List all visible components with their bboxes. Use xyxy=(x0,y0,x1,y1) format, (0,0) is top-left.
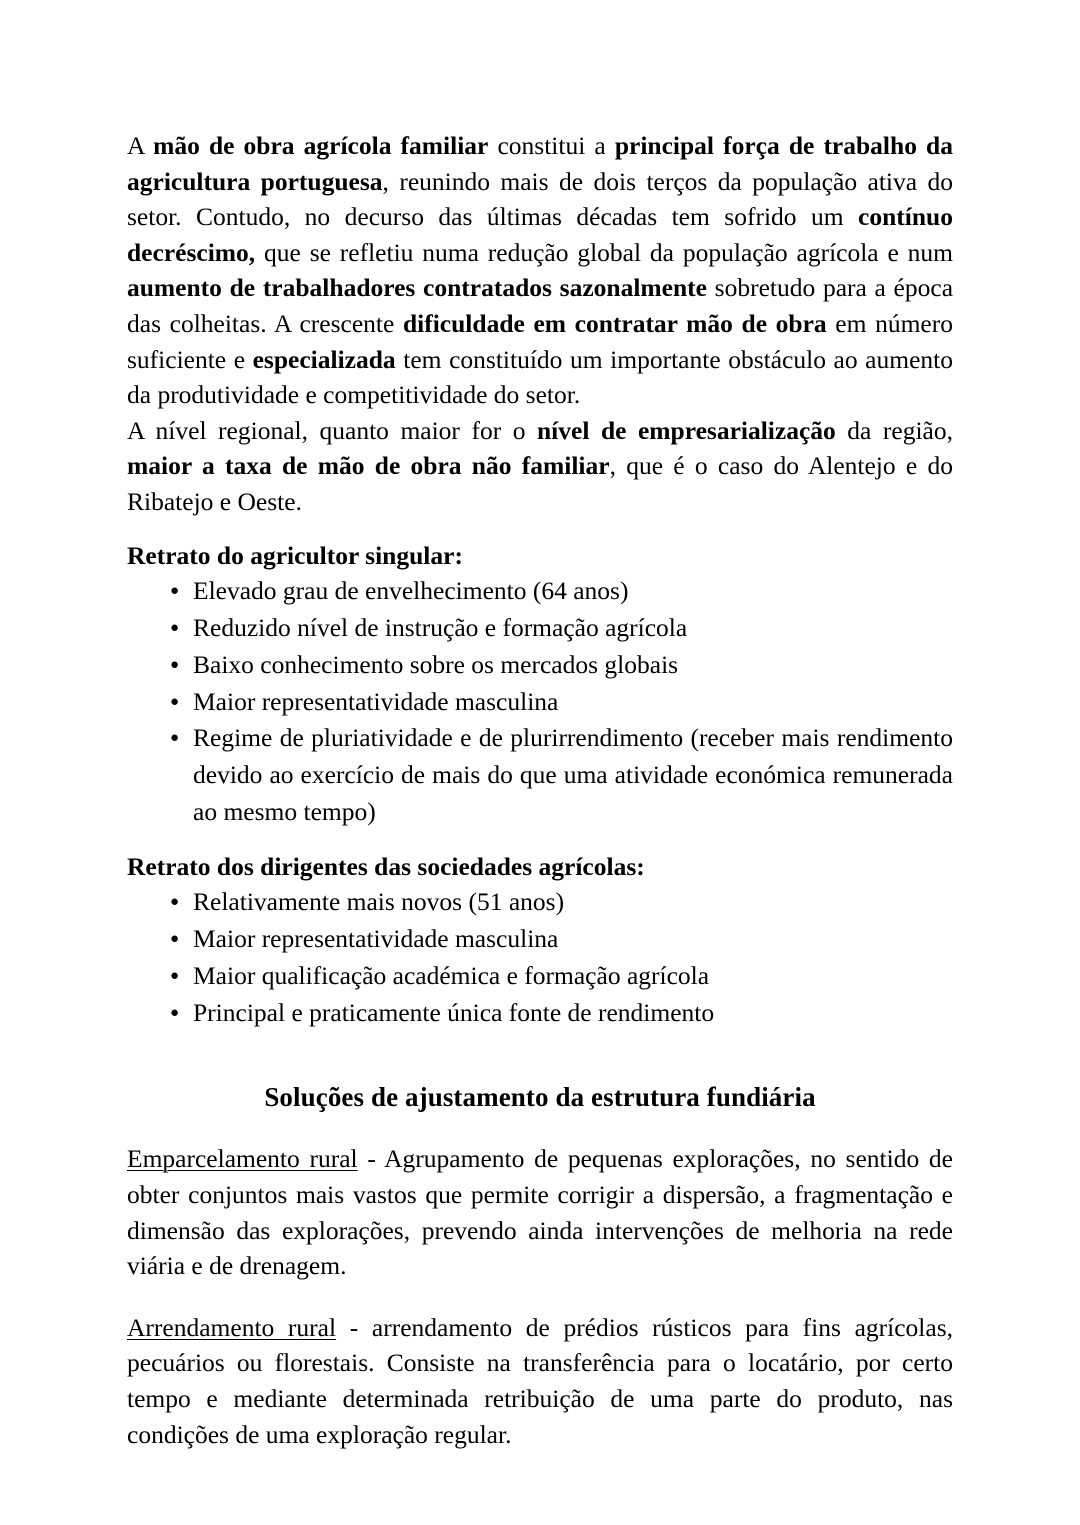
list-retrato-dirigentes xyxy=(127,884,953,1031)
body-text: da região, xyxy=(835,415,953,445)
page-title-solucoes: Soluções de ajustamento da estrutura fundiária xyxy=(264,1082,816,1113)
document-body xyxy=(127,128,953,1452)
list-retrato-agricultor-singular xyxy=(127,573,953,831)
list-item xyxy=(127,720,953,830)
definition-body: Agrupamento de pequenas explorações, no sentido de obter conjuntos mais vastos que permite corrigir a dispersão, a fragmentação e dimensão das explorações, prevendo ainda intervenções de melhoria na rede viária e de drenagem. xyxy=(127,1144,953,1281)
emphasis-text: nível de empresarialização xyxy=(537,415,836,445)
definition-text xyxy=(127,1310,953,1452)
definition-separator: - xyxy=(336,1312,372,1342)
list-item-label: Elevado grau de envelhecimento (64 anos) xyxy=(193,576,629,606)
paragraph-mao-de-obra xyxy=(127,128,953,413)
list-item-label: Regime de pluriatividade e de plurirrendimento (receber mais rendimento devido ao exercício de mais do que uma atividade económica remunerada ao mesmo tempo) xyxy=(193,723,953,826)
body-text: tem constituído um importante obstáculo ao aumento da produtividade e competitividade do setor. xyxy=(127,344,953,410)
emphasis-text: mão de obra agrícola familiar xyxy=(153,131,489,160)
body-text: que se refletiu numa redução global da população agrícola e num xyxy=(255,237,953,267)
body-text: , que é o caso do Alentejo e do Ribatejo e Oeste. xyxy=(127,451,953,516)
list-item-label: Relativamente mais novos (51 anos) xyxy=(193,887,565,917)
body-text: , reunindo mais de dois terços da população ativa do setor. Contudo, no decurso das últimas décadas tem sofrido um xyxy=(127,166,953,232)
definition-term: Arrendamento rural xyxy=(127,1312,337,1342)
definition-emparcelamento-rural xyxy=(127,1141,953,1283)
body-text: sobretudo para a época das colheitas. A crescente xyxy=(127,273,954,338)
definition-separator: - xyxy=(357,1144,385,1174)
list-item xyxy=(127,610,953,647)
list-item-label: Baixo conhecimento sobre os mercados globais xyxy=(193,649,679,679)
list-item-label: Maior qualificação académica e formação agrícola xyxy=(193,960,710,990)
list-item-label: Maior representatividade masculina xyxy=(193,686,559,716)
body-text: A nível regional, quanto maior for o xyxy=(127,415,537,445)
emphasis-text: contínuo decréscimo, xyxy=(127,202,953,267)
list-item xyxy=(127,995,953,1032)
list-item-label: Maior representatividade masculina xyxy=(193,924,559,954)
body-text: em número suficiente e xyxy=(127,308,953,374)
list-item xyxy=(127,684,953,721)
definition-body: arrendamento de prédios rústicos para fins agrícolas, pecuários ou florestais. Consiste na transferência para o locatário, por certo tempo e mediante determinada retribuição de uma parte do produto, nas condições de uma exploração regular. xyxy=(127,1312,953,1449)
emphasis-text: maior a taxa de mão de obra não familiar xyxy=(127,451,610,481)
list-item xyxy=(127,921,953,958)
emphasis-text: aumento de trabalhadores contratados sazonalmente xyxy=(127,273,707,303)
definition-text xyxy=(127,1141,953,1283)
emphasis-text: principal força de trabalho da agricultura portuguesa xyxy=(127,131,953,196)
body-text: constitui a xyxy=(488,131,615,160)
body-text: A xyxy=(127,131,154,160)
paragraph-nivel-regional xyxy=(127,413,953,520)
emphasis-text: especializada xyxy=(252,344,396,374)
list-item xyxy=(127,884,953,921)
list-item xyxy=(127,647,953,684)
heading-retrato-dirigentes: Retrato dos dirigentes das sociedades agrícolas: xyxy=(127,851,645,881)
list-item xyxy=(127,573,953,610)
definition-term: Emparcelamento rural xyxy=(127,1144,358,1174)
list-item-label: Principal e praticamente única fonte de rendimento xyxy=(193,997,715,1027)
heading-retrato-agricultor-singular: Retrato do agricultor singular: xyxy=(127,540,463,570)
definition-arrendamento-rural xyxy=(127,1310,953,1452)
emphasis-text: dificuldade em contratar mão de obra xyxy=(402,308,827,338)
list-item-label: Reduzido nível de instrução e formação agrícola xyxy=(193,612,688,642)
list-item xyxy=(127,958,953,995)
